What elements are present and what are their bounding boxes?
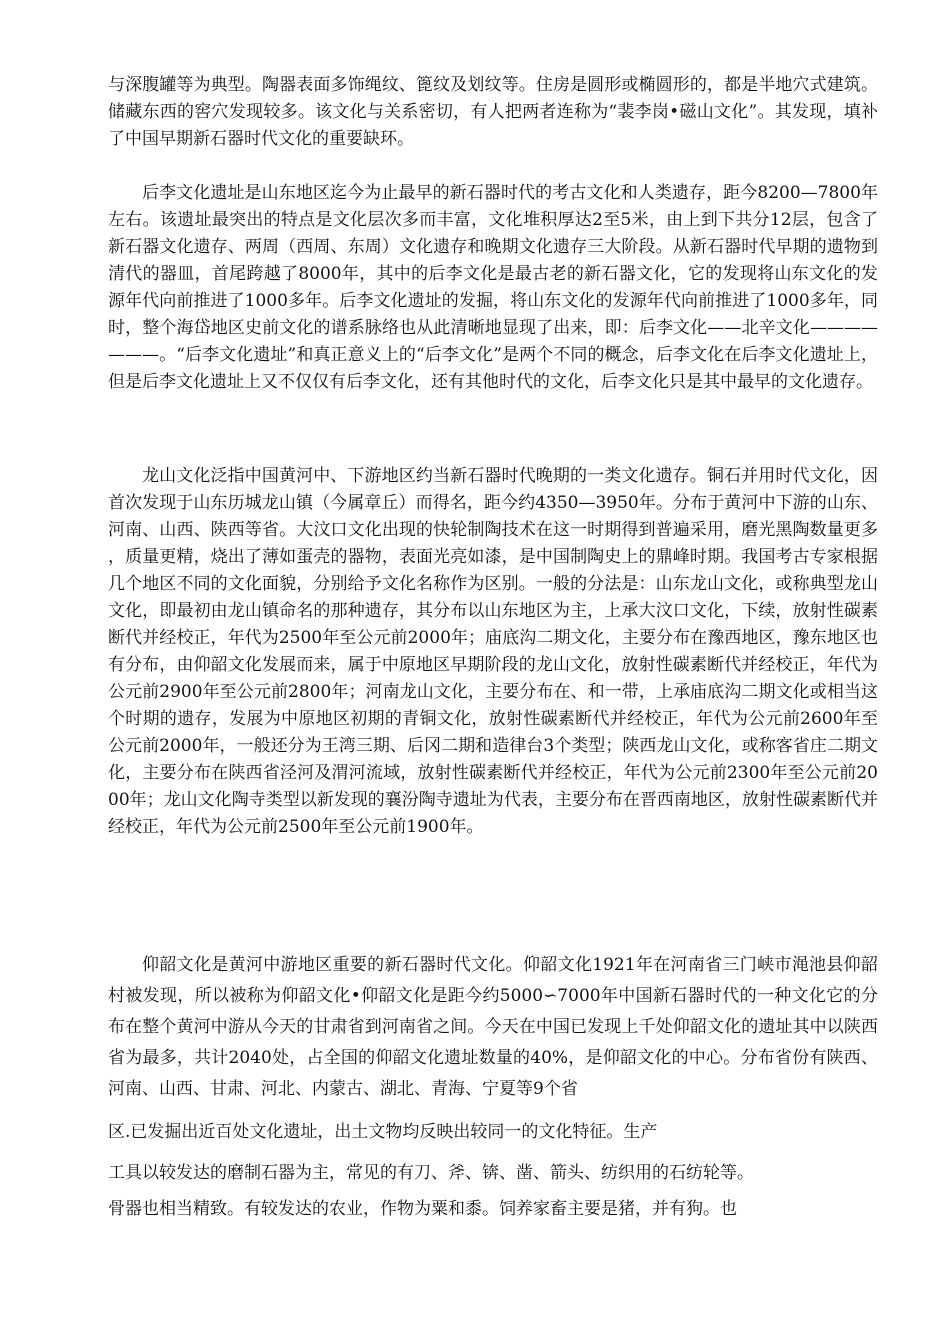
paragraph-houli-culture: 后李文化遗址是山东地区迄今为止最早的新石器时代的考古文化和人类遗存，距今8200—7800年左右。该遗址最突出的特点是文化层次多而丰富，文化堆积厚达2至5米，由上到下共分12层，包含了新石器文化遗存、两周（西周、东周）文化遗存和晚期文化遗存三大阶段。从新石器时代早期的遗物到清代的器皿，首尾跨越了8000年，其中的后李文化是最古老的新石器文化，它的发现将山东文化的发源年代向前推进了1000多年。后李文化遗址的发掘，将山东文化的发源年代向前推进了1000多年，同时，整个海岱地区史前文化的谱系脉络也从此清晰地显现了出来，即：后李文化——北辛文化———————。“后李文化遗址”和真正意义上的“后李文化”是两个不同的概念，后李文化在后李文化遗址上，但是后李文化遗址上又不仅仅有后李文化，还有其他时代的文化，后李文化只是其中最早的文化遗存。 [108,183,878,392]
paragraph-excavation-line: 区.已发掘出近百处文化遗址，出土文物均反映出较同一的文化特征。生产 [108,1122,658,1142]
paragraph-tools-line: 工具以较发达的磨制石器为主，常见的有刀、斧、锛、凿、箭头、纺织用的石纺轮等。 [108,1163,754,1183]
paragraph-yangshao-culture: 仰韶文化是黄河中游地区重要的新石器时代文化。仰韶文化1921年在河南省三门峡市渑池县仰韶村被发现，所以被称为仰韶文化•仰韶文化是距今约5000∽7000年中国新石器时代的一种文化它的分布在整个黄河中游从今天的甘肃省到河南省之间。今天在中国已发现上千处仰韶文化的遗址其中以陕西省为最多，共计2040处，占全国的仰韶文化遗址数量的40%，是仰韶文化的中心。分布省份有陕西、河南、山西、甘肃、河北、内蒙古、湖北、青海、宁夏等9个省 [108,955,878,1099]
paragraph-bone-tools-line: 骨器也相当精致。有较发达的农业，作物为粟和黍。饲养家畜主要是猪，并有狗。也 [108,1199,737,1219]
paragraph-peiligang-cishan: 与深腹罐等为典型。陶器表面多饰绳纹、篦纹及划纹等。住房是圆形或椭圆形的，都是半地穴式建筑。储藏东西的窖穴发现较多。该文化与关系密切，有人把两者连称为“裴李岗•磁山文化”。其发现，填补了中国早期新石器时代文化的重要缺环。 [108,75,878,149]
paragraph-longshan-culture: 龙山文化泛指中国黄河中、下游地区约当新石器时代晚期的一类文化遗存。铜石并用时代文化，因首次发现于山东历城龙山镇（今属章丘）而得名，距今约4350—3950年。分布于黄河中下游的山东、河南、山西、陕西等省。大汶口文化出现的快轮制陶技术在这一时期得到普遍采用，磨光黑陶数量更多，质量更精，烧出了薄如蛋壳的器物，表面光亮如漆，是中国制陶史上的鼎峰时期。我国考古专家根据几个地区不同的文化面貌，分别给予文化名称作为区别。一般的分法是：山东龙山文化，或称典型龙山文化，即最初由龙山镇命名的那种遗存，其分布以山东地区为主，上承大汶口文化，下续，放射性碳素断代并经校正，年代为2500年至公元前2000年；庙底沟二期文化，主要分布在豫西地区，豫东地区也有分布，由仰韶文化发展而来，属于中原地区早期阶段的龙山文化，放射性碳素断代并经校正，年代为公元前2900年至公元前2800年；河南龙山文化，主要分布在、和一带，上承庙底沟二期文化或相当这个时期的遗存，发展为中原地区初期的青铜文化，放射性碳素断代并经校正，年代为公元前2600年至公元前2000年，一般还分为王湾三期、后冈二期和造律台3个类型；陕西龙山文化，或称客省庄二期文化，主要分布在陕西省泾河及渭河流域，放射性碳素断代并经校正，年代为公元前2300年至公元前2000年；龙山文化陶寺类型以新发现的襄汾陶寺遗址为代表，主要分布在晋西南地区，放射性碳素断代并经校正，年代为公元前2500年至公元前1900年。 [108,466,878,837]
